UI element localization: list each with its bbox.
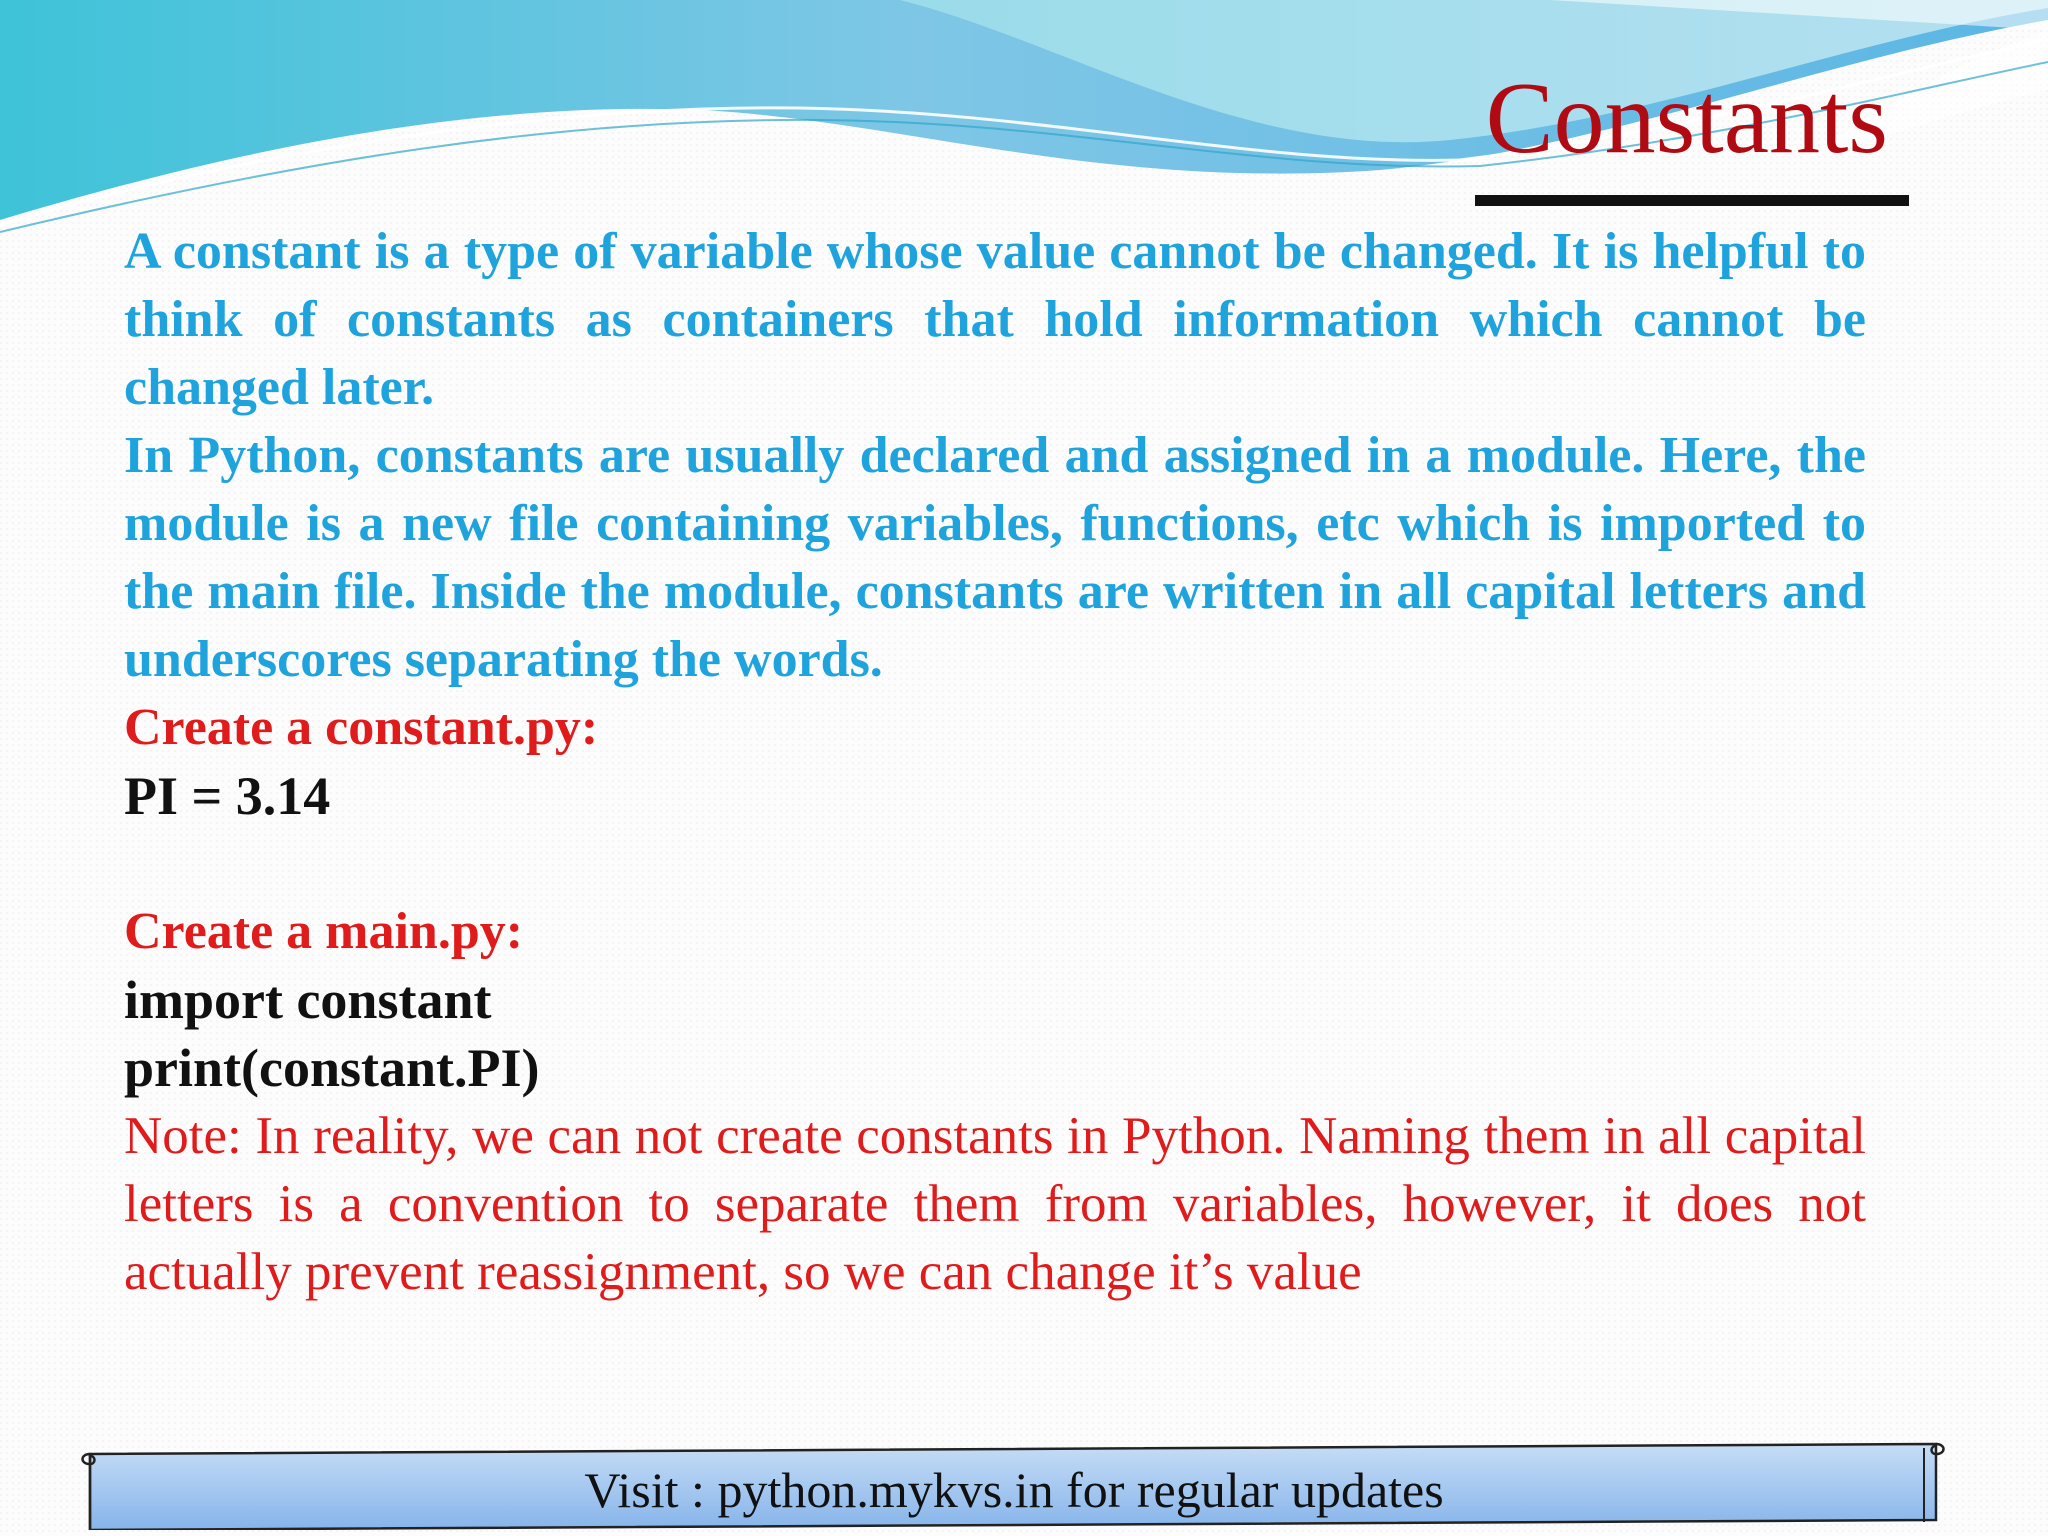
constant-file-code: PI = 3.14 <box>124 766 331 826</box>
note-paragraph: Note: In reality, we can not create constants in Python. Naming them in all capital letters is a convention to separate them from variables, however, it does not actually prevent reassignment, so we can change it’s value <box>124 1107 1866 1301</box>
python-module-paragraph: In Python, constants are usually declared and assigned in a module. Here, the module is a new file containing variables, functions, etc which is imported to the main file. Inside the module, constants are written in all capital letters and underscores separating the words. <box>124 427 1866 688</box>
slide-title: Constants <box>1485 62 1888 175</box>
spacer <box>124 830 1866 898</box>
title-underline <box>1475 195 1909 206</box>
main-file-code-line-1: import constant <box>124 970 492 1030</box>
footer-scroll-banner <box>78 1440 1950 1530</box>
footer-text: Visit : python.mykvs.in for regular updates <box>584 1462 1444 1518</box>
constant-file-heading: Create a constant.py: <box>124 699 599 756</box>
slide-content <box>124 218 1866 1306</box>
main-file-heading: Create a main.py: <box>124 903 524 960</box>
main-file-code-line-2: print(constant.PI) <box>124 1038 540 1098</box>
intro-paragraph: A constant is a type of variable whose value cannot be changed. It is helpful to think of constants as containers that hold information which cannot be changed later. <box>124 223 1866 416</box>
